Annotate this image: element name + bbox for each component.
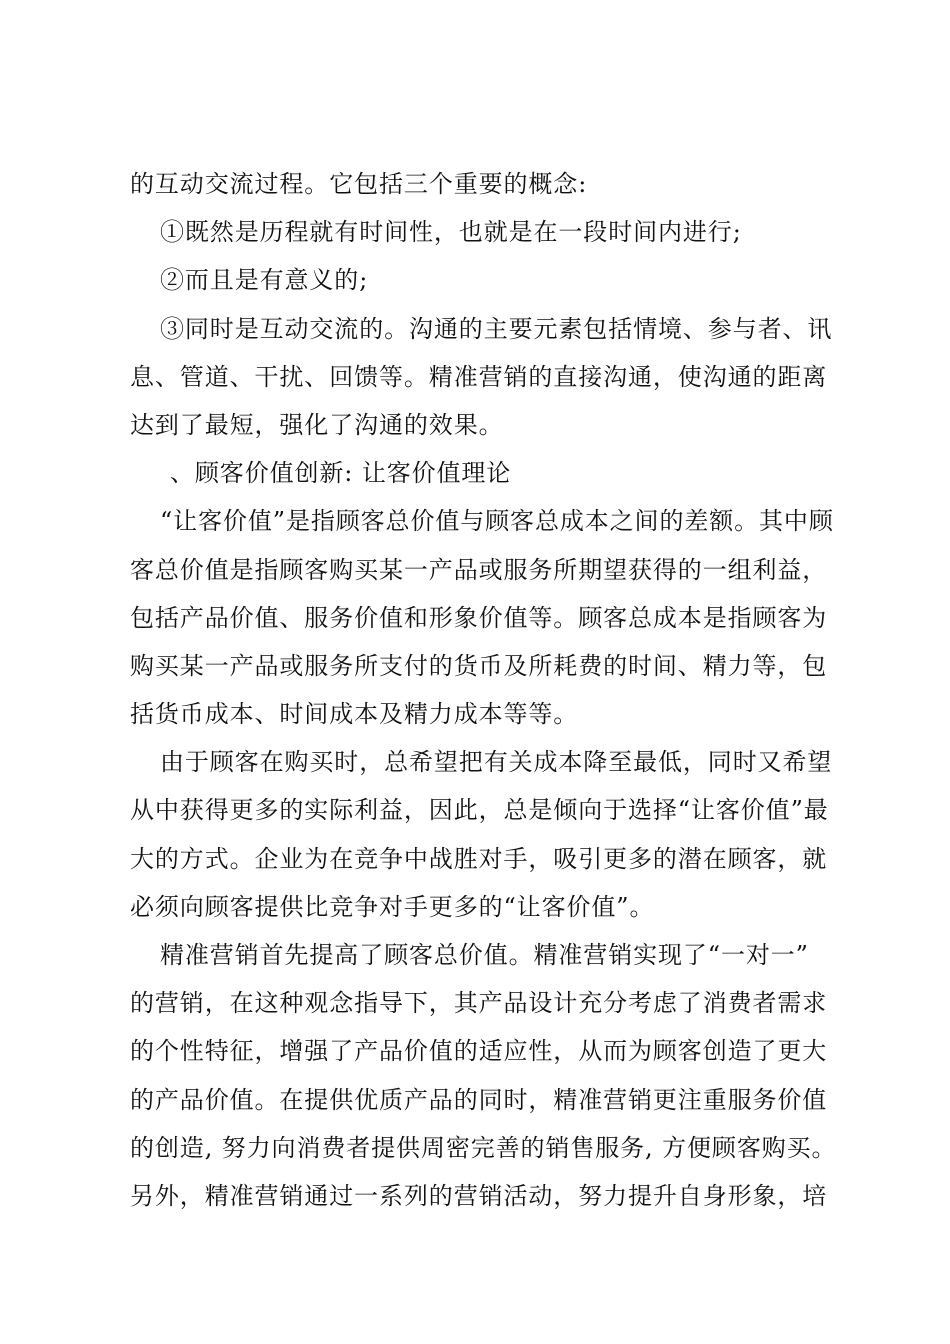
text-line: 大的方式。企业为在竞争中战胜对手，吸引更多的潜在顾客，就 xyxy=(130,844,828,873)
text-line: 的创造, 努力向消费者提供周密完善的销售服务, 方便顾客购买。 xyxy=(130,1133,837,1162)
text-line: 括货币成本、时间成本及精力成本等等。 xyxy=(130,700,579,729)
section-heading: 、顾客价值创新: 让客价值理论 xyxy=(170,459,512,488)
text-line: 达到了最短，强化了沟通的效果。 xyxy=(130,410,504,439)
text-line: ③同时是互动交流的。沟通的主要元素包括情境、参与者、讯 xyxy=(160,314,833,343)
text-line: 从中获得更多的实际利益，因此，总是倾向于选择“让客价值”最 xyxy=(130,796,829,825)
text-line: ②而且是有意义的; xyxy=(160,266,369,295)
text-line: 包括产品价值、服务价值和形象价值等。顾客总成本是指顾客为 xyxy=(130,603,828,632)
text-line: 的个性特征，增强了产品价值的适应性，从而为顾客创造了更大 xyxy=(130,1037,828,1066)
text-line: 的营销，在这种观念指导下，其产品设计充分考虑了消费者需求 xyxy=(130,989,828,1018)
text-line: 购买某一产品或服务所支付的货币及所耗费的时间、精力等，包 xyxy=(130,651,828,680)
text-line: 的产品价值。在提供优质产品的同时，精准营销更注重服务价值 xyxy=(130,1085,828,1114)
text-line: 必须向顾客提供比竞争对手更多的“让客价值”。 xyxy=(130,892,655,921)
text-line: ①既然是历程就有时间性，也就是在一段时间内进行; xyxy=(160,218,742,247)
text-line: 由于顾客在购买时，总希望把有关成本降至最低，同时又希望 xyxy=(160,748,833,777)
text-line: 息、管道、干扰、回馈等。精准营销的直接沟通，使沟通的距离 xyxy=(130,362,828,391)
text-line: 的互动交流过程。它包括三个重要的概念: xyxy=(130,170,588,198)
text-line: 客总价值是指顾客购买某一产品或服务所期望获得的一组利益， xyxy=(130,555,828,584)
text-line: 精准营销首先提高了顾客总价值。精准营销实现了“一对一” xyxy=(160,941,809,969)
text-line: “让客价值”是指顾客总价值与顾客总成本之间的差额。其中顾 xyxy=(160,507,834,536)
body-text xyxy=(130,160,837,1220)
text-line: 另外，精准营销通过一系列的营销活动，努力提升自身形象，培 xyxy=(130,1181,828,1210)
